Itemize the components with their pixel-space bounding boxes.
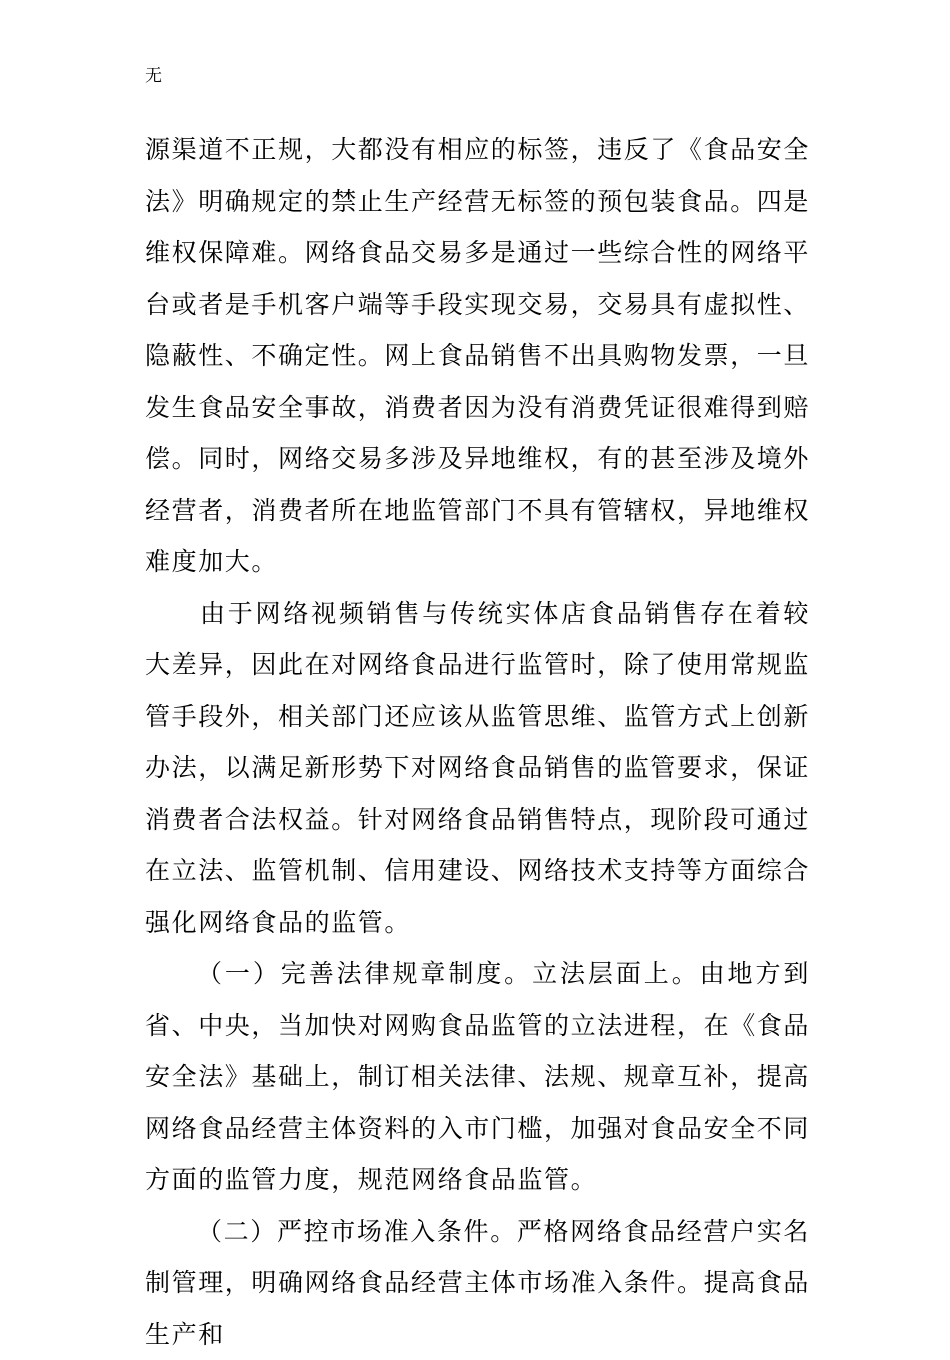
document-body: [145, 124, 810, 1360]
paragraph-section-two: （二）严控市场准入条件。严格网络食品经营户实名制管理，明确网络食品经营主体市场准入条件。提高食品生产和: [145, 1206, 810, 1360]
paragraph-continuation: 源渠道不正规，大都没有相应的标签，违反了《食品安全法》明确规定的禁止生产经营无标签的预包装食品。四是维权保障难。网络食品交易多是通过一些综合性的网络平台或者是手机客户端等手段实现交易，交易具有虚拟性、隐蔽性、不确定性。网上食品销售不出具购物发票，一旦发生食品安全事故，消费者因为没有消费凭证很难得到赔偿。同时，网络交易多涉及异地维权，有的甚至涉及境外经营者，消费者所在地监管部门不具有管辖权，异地维权难度加大。: [145, 124, 810, 588]
paragraph-overview: 由于网络视频销售与传统实体店食品销售存在着较大差异，因此在对网络食品进行监管时，除了使用常规监管手段外，相关部门还应该从监管思维、监管方式上创新办法，以满足新形势下对网络食品销售的监管要求，保证消费者合法权益。针对网络食品销售特点，现阶段可通过在立法、监管机制、信用建设、网络技术支持等方面综合强化网络食品的监管。: [145, 588, 810, 949]
paragraph-section-one: （一）完善法律规章制度。立法层面上。由地方到省、中央，当加快对网购食品监管的立法进程，在《食品安全法》基础上，制订相关法律、法规、规章互补，提高网络食品经营主体资料的入市门槛，加强对食品安全不同方面的监管力度，规范网络食品监管。: [145, 948, 810, 1206]
page-header: 无: [145, 66, 162, 86]
